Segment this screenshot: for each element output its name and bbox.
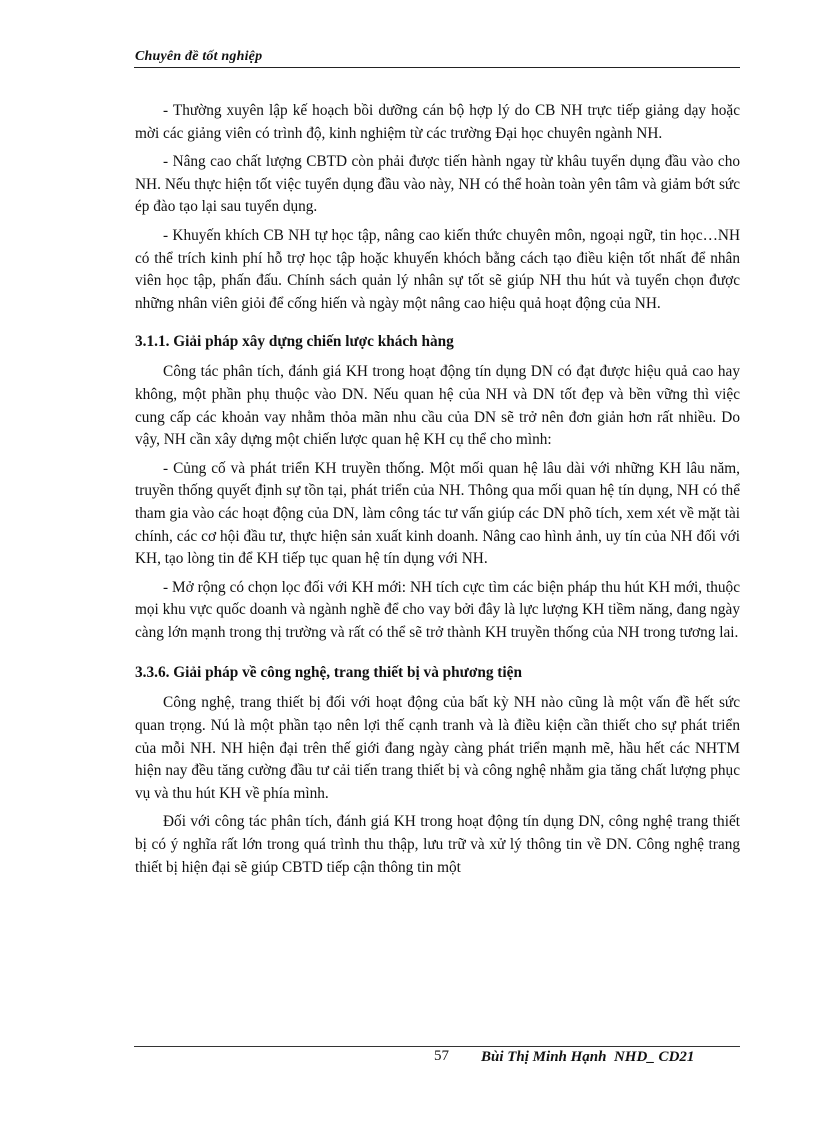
section-heading-customer-strategy: 3.1.1. Giải pháp xây dựng chiến lược khách hàng <box>135 333 454 351</box>
bullet-paragraph-recruitment: - Nâng cao chất lượng CBTD còn phải được tiến hành ngay từ khâu tuyển dụng đầu vào cho NH. Nếu thực hiện tốt việc tuyển dụng đầu vào này, NH có thể hoàn toàn yên tâm và giảm bớt sức ép đào tạo lại sau tuyển dụng. <box>135 153 740 216</box>
document-body <box>135 100 740 885</box>
footer-divider <box>134 1046 740 1047</box>
section1-intro-paragraph: Công tác phân tích, đánh giá KH trong hoạt động tín dụng DN có đạt được hiệu quả cao hay không, một phần phụ thuộc vào DN. Nếu quan hệ của NH và DN tốt đẹp và bền vững thì việc cung cấp các khoản vay nhằm thỏa mãn nhu cầu của DN sẽ trở nên đơn giản hơn rất nhiều. Do vậy, NH cần xây dựng một chiến lược quan hệ KH cụ thể cho mình: <box>135 363 740 449</box>
header-divider <box>134 67 740 68</box>
bullet-paragraph-self-study: - Khuyến khích CB NH tự học tập, nâng cao kiến thức chuyên môn, ngoại ngữ, tin học…NH có thể trích kinh phí hỗ trợ học tập hoặc khuyến khóch bằng cách tạo điều kiện tốt nhất để nhân viên học tập, phấn đấu. Chính sách quản lý nhân sự tốt sẽ giúp NH thu hút và tuyển chọn được những nhân viên giỏi để cống hiến và ngày một nâng cao hiệu quả hoạt động của NH. <box>135 226 740 312</box>
page-number: 57 <box>434 1048 449 1064</box>
page-header-title: Chuyên đề tốt nghiệp <box>135 49 263 64</box>
section2-paragraph-analysis: Đối với công tác phân tích, đánh giá KH trong hoạt động tín dụng DN, công nghệ trang thiết bị có ý nghĩa rất lớn trong quá trình thu thập, lưu trữ và xử lý thông tin về DN. Công nghệ trang thiết bị hiện đại sẽ giúp CBTD tiếp cận thông tin một <box>135 813 740 876</box>
section2-paragraph-importance: Công nghệ, trang thiết bị đối với hoạt động của bất kỳ NH nào cũng là một vấn đề hết sức quan trọng. Nú là một phần tạo nên lợi thế cạnh tranh và là điều kiện cần thiết cho sự phát triển của mỗi NH. NH hiện đại trên thế giới đang ngày càng phát triển mạnh mẽ, hầu hết các NHTM hiện nay đều tăng cường đầu tư cải tiến trang thiết bị và công nghệ nhằm gia tăng chất lượng phục vụ và thu hút KH về phía mình. <box>135 694 740 802</box>
section1-bullet-new-customers: - Mở rộng có chọn lọc đối với KH mới: NH tích cực tìm các biện pháp thu hút KH mới, thuộc mọi khu vực quốc doanh và ngành nghề để cho vay bởi đây là lực lượng KH tiềm năng, đang ngày càng lớn mạnh trong thị trường và rất có thể sẽ trở thành KH truyền thống của NH trong tương lai. <box>135 578 740 641</box>
section-heading-technology: 3.3.6. Giải pháp về công nghệ, trang thiết bị và phương tiện <box>135 664 522 682</box>
section1-bullet-traditional-customers: - Củng cố và phát triển KH truyền thống. Một mối quan hệ lâu dài với những KH lâu năm, truyền thống quyết định sự tồn tại, phát triển của NH. Thông qua mối quan hệ tín dụng, NH có thể tham gia vào các hoạt động của DN, làm công tác tư vấn giúp các DN phõ tích, xem xét về mặt tài chính, các cơ hội đầu tư, thực hiện sản xuất kinh doanh. Nâng cao hình ảnh, uy tín của NH đối với KH, tạo lòng tin để KH tiếp tục quan hệ tín dụng với NH. <box>135 459 740 568</box>
bullet-paragraph-training: - Thường xuyên lập kế hoạch bồi dưỡng cán bộ hợp lý do CB NH trực tiếp giảng dạy hoặc mời các giảng viên có trình độ, kinh nghiệm từ các trường Đại học chuyên ngành NH. <box>135 102 740 142</box>
footer-author: Bùi Thị Minh Hạnh NHD_ CD21 <box>481 1049 695 1065</box>
